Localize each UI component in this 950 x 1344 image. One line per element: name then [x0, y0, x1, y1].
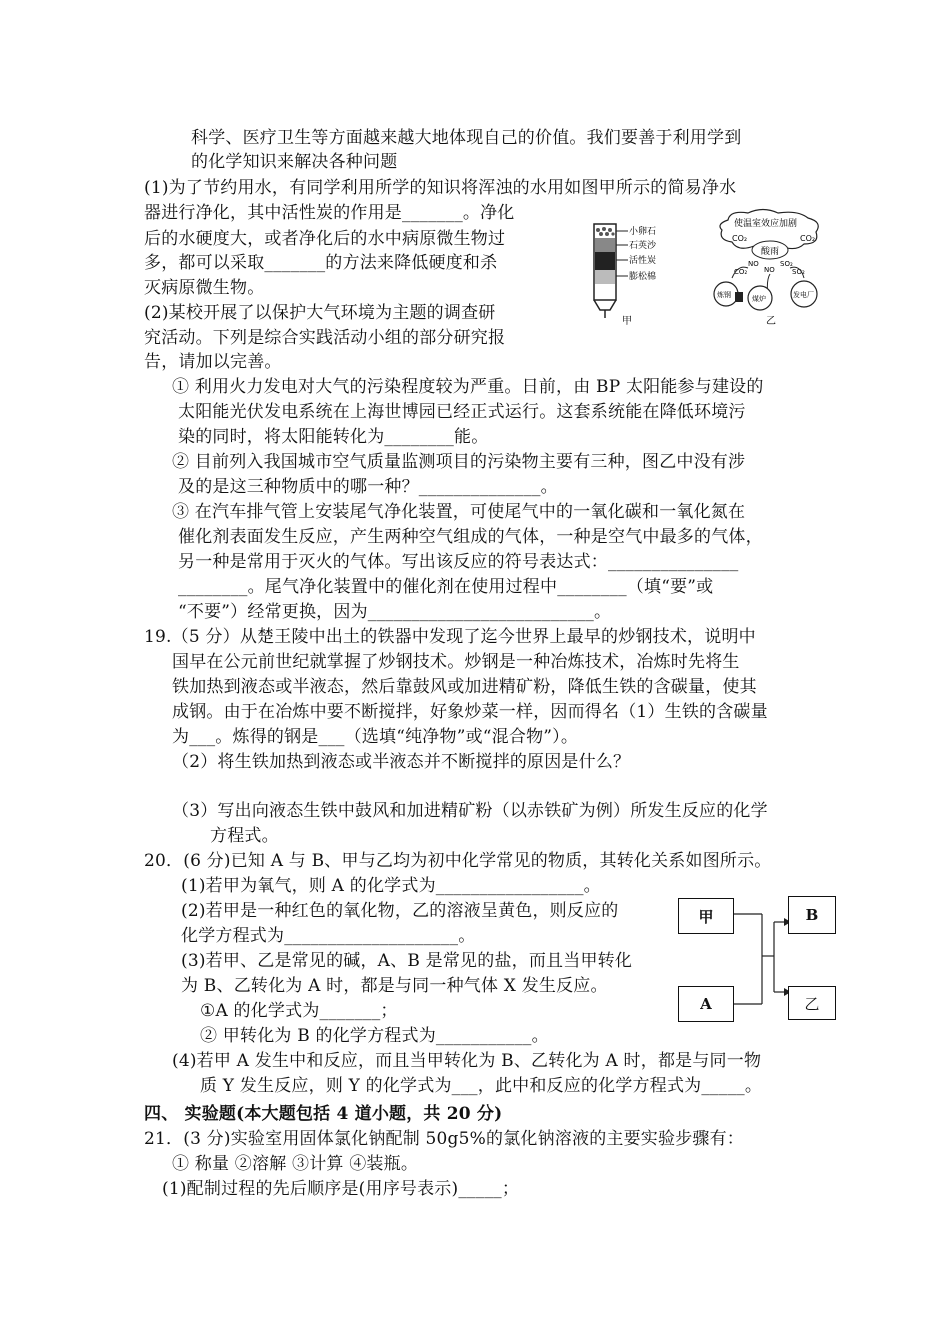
node-b: B: [788, 896, 836, 934]
text-line: 质 Y 发生反应，则 Y 的化学式为___，此中和反应的化学方程式为_____。: [200, 1076, 763, 1096]
water-filter-figure: [578, 210, 688, 330]
source-label: 炼钢: [717, 291, 731, 299]
section-heading: 四、 实验题(本大题包括 4 道小题，共 20 分): [144, 1104, 503, 1124]
node-yi: 乙: [788, 986, 836, 1020]
air-pollution-drawing: [708, 208, 830, 328]
transformation-diagram: [678, 896, 838, 1020]
source-label: 煤炉: [752, 295, 766, 303]
layer-label: 石英沙: [629, 241, 657, 251]
text-line: 染的同时，将太阳能转化为________能。: [178, 427, 489, 447]
figure-caption: 甲: [622, 316, 632, 327]
text-line: 成钢。由于在冶炼中要不断搅拌，好象炒菜一样，因而得名（1）生铁的含碳量: [172, 702, 768, 722]
text-line: (2)若甲是一种红色的氧化物，乙的溶液呈黄色，则反应的: [181, 901, 619, 921]
text-line: ② 甲转化为 B 的化学方程式为___________。: [200, 1026, 549, 1046]
text-line: （3）写出向液态生铁中鼓风和加进精矿粉（以赤铁矿为例）所发生反应的化学: [172, 801, 768, 821]
source-label: 发电厂: [793, 291, 814, 299]
node-a: A: [678, 986, 734, 1022]
text-line: 21．(3 分)实验室用固体氯化钠配制 50g5%的氯化钠溶液的主要实验步骤有：: [144, 1129, 745, 1149]
text-line: (1)为了节约用水，有同学利用所学的知识将浑浊的水用如图甲所示的简易净水: [144, 178, 737, 198]
layer-label: 小卵石: [629, 227, 657, 237]
text-line: 及的是这三种物质中的哪一种？______________。: [178, 477, 558, 497]
gas-label: SO₂: [780, 260, 793, 268]
text-line: 为 B、乙转化为 A 时，都是与同一种气体 X 发生反应。: [181, 976, 608, 996]
gas-label: SO₂: [792, 268, 805, 276]
layer-label: 活性炭: [629, 256, 657, 266]
text-line: ① 利用火力发电对大气的污染程度较为严重。日前，由 BP 太阳能参与建设的: [172, 377, 764, 397]
text-line: 科学、医疗卫生等方面越来越大地体现自己的价值。我们要善于利用学到: [191, 128, 742, 148]
text-line: (1)若甲为氧气，则 A 的化学式为_________________。: [181, 876, 601, 896]
text-line: 多，都可以采取_______的方法来降低硬度和杀: [144, 253, 498, 273]
figure-caption: 乙: [766, 316, 776, 327]
text-line: 19.（5 分）从楚王陵中出土的铁器中发现了迄今世界上最早的炒钢技术，说明中: [144, 627, 756, 647]
text-line: ① 称量 ②溶解 ③计算 ④装瓶。: [172, 1154, 419, 1174]
text-line: 后的水硬度大，或者净化后的水中病原微生物过: [144, 229, 506, 249]
text-line: ② 目前列入我国城市空气质量监测项目的污染物主要有三种，图乙中没有涉: [172, 452, 746, 472]
text-line: 国早在公元前世纪就掌握了炒钢技术。炒钢是一种冶炼技术，冶炼时先将生: [172, 652, 740, 672]
acid-rain-label: 酸雨: [761, 247, 780, 257]
gas-label: NO: [748, 260, 759, 268]
text-line: （2）将生铁加热到液态或半液态并不断搅拌的原因是什么？: [172, 752, 631, 772]
text-line: 的化学知识来解决各种问题: [191, 152, 398, 172]
text-line: 器进行净化，其中活性炭的作用是_______。净化: [144, 203, 515, 223]
text-line: ③ 在汽车排气管上安装尾气净化装置，可使尾气中的一氧化碳和一氧化氮在: [172, 502, 746, 522]
text-line: 方程式。: [210, 826, 279, 846]
text-line: ________。尾气净化装置中的催化剂在使用过程中________（填“要”或: [178, 577, 714, 597]
text-line: 告，请加以完善。: [144, 352, 282, 372]
text-line: (4)若甲 A 发生中和反应，而且当甲转化为 B、乙转化为 A 时，都是与同一物: [172, 1051, 762, 1071]
text-line: 为___。炼得的钢是___（选填“纯净物”或“混合物”）。: [172, 727, 579, 747]
text-line: 太阳能光伏发电系统在上海世博园已经正式运行。这套系统能在降低环境污: [178, 402, 746, 422]
text-line: 催化剂表面发生反应，产生两种空气组成的气体，一种是空气中最多的气体，: [178, 527, 763, 547]
figure-title: 使温室效应加剧: [734, 219, 798, 229]
text-line: (1)配制过程的先后顺序是(用序号表示)_____；: [162, 1179, 520, 1199]
air-pollution-figure: [708, 208, 830, 328]
text-line: (2)某校开展了以保护大气环境为主题的调查研: [144, 303, 496, 323]
water-filter-drawing: [578, 210, 688, 330]
node-jia: 甲: [678, 898, 734, 934]
layer-label: 膨松棉: [629, 272, 657, 282]
text-line: 灭病原微生物。: [144, 278, 265, 298]
text-line: ①A 的化学式为_______；: [200, 1001, 398, 1021]
text-line: 另一种是常用于灭火的气体。写出该反应的符号表达式：_______________: [178, 552, 739, 572]
text-line: 化学方程式为____________________。: [181, 926, 476, 946]
gas-label: CO₂: [800, 234, 816, 243]
gas-label: CO₂: [734, 268, 748, 276]
gas-label: CO₂: [732, 234, 748, 243]
gas-label: NO: [764, 266, 775, 274]
text-line: 20．(6 分)已知 A 与 B、甲与乙均为初中化学常见的物质，其转化关系如图所示。: [144, 851, 772, 871]
text-line: 铁加热到液态或半液态，然后靠鼓风或加进精矿粉，降低生铁的含碳量，使其: [172, 677, 757, 697]
text-line: (3)若甲、乙是常见的碱，A、B 是常见的盐，而且当甲转化: [181, 951, 633, 971]
text-line: “不要”）经常更换，因为__________________________。: [178, 602, 612, 622]
text-line: 究活动。下列是综合实践活动小组的部分研究报: [144, 328, 506, 348]
